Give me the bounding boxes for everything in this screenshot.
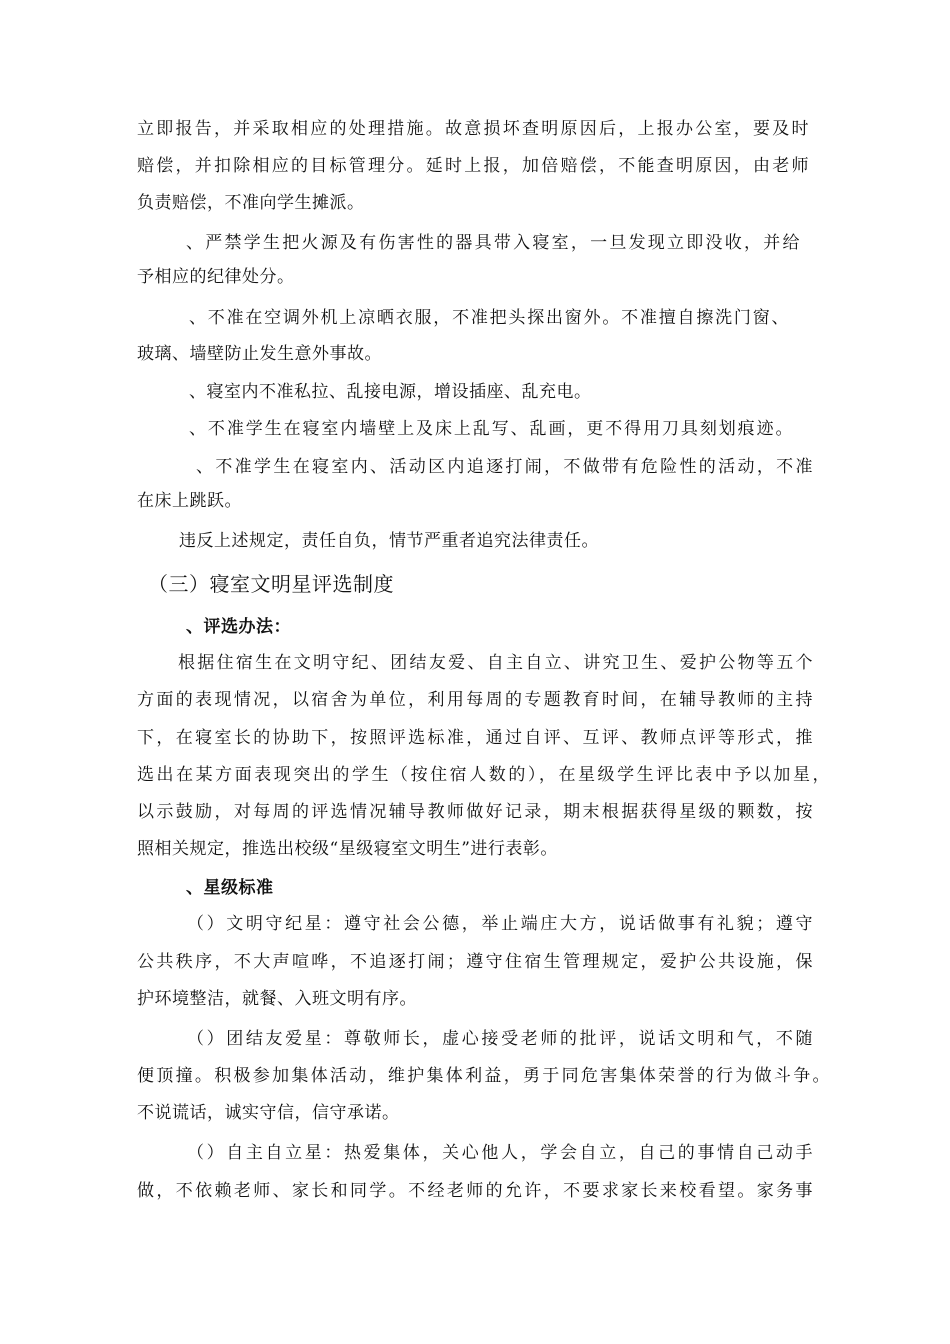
paragraph-line: 根据住宿生在文明守纪、团结友爱、自主自立、讲究卫生、爱护公物等五个 bbox=[178, 653, 813, 673]
rule-item-line: 、不准学生在寝室内墙壁上及床上乱写、乱画，更不得用刀具刻划痕迹。 bbox=[189, 419, 793, 439]
rule-item-line: 、不准学生在寝室内、活动区内追逐打闹，不做带有危险性的活动，不准 bbox=[196, 457, 813, 477]
standard-item-line: （）团结友爱星：尊敬师长，虚心接受老师的批评，说话文明和气，不随 bbox=[187, 1029, 813, 1049]
standard-item-line: （）自主自立星：热爱集体，关心他人，学会自立，自己的事情自己动手 bbox=[187, 1143, 813, 1163]
paragraph-line: 在床上跳跃。 bbox=[137, 491, 242, 511]
section-heading: （三）寝室文明星评选制度 bbox=[148, 572, 394, 596]
paragraph-line: 负责赔偿，不准向学生摊派。 bbox=[137, 193, 365, 213]
rule-item-line: 、寝室内不准私拉、乱接电源，增设插座、乱充电。 bbox=[189, 382, 592, 402]
paragraph-line: 公共秩序，不大声喧哗，不追逐打闹；遵守住宿生管理规定，爱护公共设施，保 bbox=[137, 952, 813, 972]
paragraph-line: 玻璃、墙壁防止发生意外事故。 bbox=[137, 344, 382, 364]
rule-item-line: 、严禁学生把火源及有伤害性的器具带入寝室，一旦发现立即没收，并给 bbox=[186, 233, 800, 253]
paragraph-line: 赔偿，并扣除相应的目标管理分。延时上报，加倍赔偿，不能查明原因，由老师 bbox=[137, 156, 809, 176]
paragraph-line: 不说谎话，诚实守信，信守承诺。 bbox=[137, 1103, 400, 1123]
paragraph-line: 立即报告，并采取相应的处理措施。故意损坏查明原因后，上报办公室，要及时 bbox=[137, 119, 809, 139]
paragraph-line: 照相关规定，推选出校级“星级寝室文明生”进行表彰。 bbox=[137, 839, 558, 859]
subsection-heading: 、星级标准 bbox=[186, 878, 274, 898]
paragraph-line: 选出在某方面表现突出的学生（按住宿人数的），在星级学生评比表中予以加星， bbox=[137, 765, 830, 785]
paragraph-line: 违反上述规定，责任自负，情节严重者追究法律责任。 bbox=[179, 531, 599, 551]
paragraph-line: 便顶撞。积极参加集体活动，维护集体利益，勇于同危害集体荣誉的行为做斗争。 bbox=[137, 1066, 830, 1086]
paragraph-line: 护环境整洁，就餐、入班文明有序。 bbox=[137, 989, 417, 1009]
paragraph-line: 做，不依赖老师、家长和同学。不经老师的允许，不要求家长来校看望。家务事 bbox=[137, 1181, 813, 1201]
paragraph-line: 方面的表现情况，以宿舍为单位，利用每周的专题教育时间，在辅导教师的主持 bbox=[137, 690, 813, 710]
subsection-heading: 、评选办法： bbox=[186, 617, 291, 637]
rule-item-line: 、不准在空调外机上凉晒衣服，不准把头探出窗外。不准擅自擦洗门窗、 bbox=[189, 308, 789, 328]
standard-item-line: （）文明守纪星：遵守社会公德，举止端庄大方，说话做事有礼貌；遵守 bbox=[187, 914, 813, 934]
paragraph-line: 以示鼓励，对每周的评选情况辅导教师做好记录，期末根据获得星级的颗数，按 bbox=[137, 802, 813, 822]
paragraph-line: 予相应的纪律处分。 bbox=[137, 267, 295, 287]
paragraph-line: 下，在寝室长的协助下，按照评选标准，通过自评、互评、教师点评等形式，推 bbox=[137, 728, 813, 748]
